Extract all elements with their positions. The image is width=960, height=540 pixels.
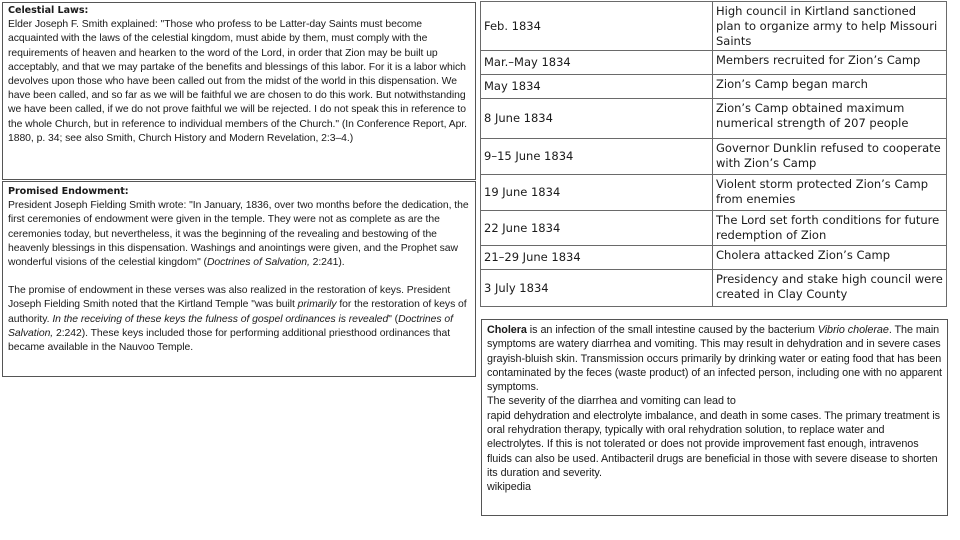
endowment-heading: Promised Endowment: <box>8 186 129 197</box>
timeline-date: 8 June 1834 <box>481 99 713 139</box>
endowment-p2-text-mid: for the restoration of keys of authority. <box>8 299 467 325</box>
timeline-date: 19 June 1834 <box>481 175 713 211</box>
timeline-date: May 1834 <box>481 75 713 99</box>
timeline-row <box>481 270 947 307</box>
cholera-term: Cholera <box>487 324 527 336</box>
timeline-row <box>481 2 947 51</box>
celestial-laws-heading: Celestial Laws: <box>8 5 89 16</box>
endowment-paragraph-1 <box>8 185 470 270</box>
timeline-event: Violent storm protected Zion’s Camp from enemies <box>713 175 947 211</box>
timeline-row <box>481 211 947 246</box>
timeline-date: 22 June 1834 <box>481 211 713 246</box>
cholera-severity: The severity of the diarrhea and vomiting can lead to <box>487 395 736 408</box>
timeline-event: Zion’s Camp obtained maximum numerical strength of 207 people <box>713 99 947 139</box>
timeline-row <box>481 246 947 270</box>
endowment-p2-quote: In the receiving of these keys the fulness of gospel ordinances is revealed <box>52 313 389 325</box>
celestial-laws-text <box>8 4 470 146</box>
timeline-row <box>481 99 947 139</box>
timeline-event: The Lord set forth conditions for future redemption of Zion <box>713 211 947 246</box>
timeline-date: Mar.–May 1834 <box>481 51 713 75</box>
endowment-p1-citation-ref: 2:241). <box>309 257 345 269</box>
timeline-row <box>481 51 947 75</box>
timeline-event: Zion’s Camp began march <box>713 75 947 99</box>
endowment-p1-text: President Joseph Fielding Smith wrote: "In January, 1836, over two months before the dedication, the first ceremonies of endowment were given in the temple. They were not as complete as are the ceremonies today, but nevertheless, it was the beginning of the revealing and bestowing of the heavenly blessings in this dispensation. Washings and anointings were given, and the Prophet saw wonderful visions of the celestial kingdom" ( <box>8 200 469 269</box>
endowment-p2-citation: Doctrines of Salvation, <box>8 313 453 339</box>
timeline-date: Feb. 1834 <box>481 2 713 51</box>
timeline-date: 21–29 June 1834 <box>481 246 713 270</box>
cholera-box <box>481 319 948 516</box>
endowment-p2-emphasis: primarily <box>297 299 337 311</box>
timeline-date: 3 July 1834 <box>481 270 713 307</box>
endowment-p2-quote-close: " ( <box>388 313 399 325</box>
zions-camp-timeline-table <box>480 1 947 307</box>
timeline-event: High council in Kirtland sanctioned plan to organize army to help Missouri Saints <box>713 2 947 51</box>
cholera-symptoms: . The main symptoms are watery diarrhea and vomiting. This may result in dehydration and in severe cases grayish-bluish skin. Transmission occurs primarily by drinking water or eating food that has been contaminated by the feces (waste product) of an infected person, including one with no apparent symptoms. <box>487 324 943 394</box>
timeline-event: Governor Dunklin refused to cooperate with Zion’s Camp <box>713 139 947 175</box>
cholera-bacterium: Vibrio cholerae <box>817 324 889 336</box>
endowment-p2-text: The promise of endowment in these verses was also realized in the restoration of keys. President Joseph Fielding Smith noted that the Kirtland Temple "was built <box>8 285 451 311</box>
celestial-laws-body: Elder Joseph F. Smith explained: "Those who profess to be Latter-day Saints must become acquainted with the laws of the celestial kingdom, must abide by them, must comply with the requirements of heaven and hearken to the word of the Lord, in order that Zion may be built up acceptably, and that we may partake of the benefits and blessings of this labor. For it is a labor which devolves upon those who have been called out from the midst of the world in this dispensation. We have been called, and so far as we will be faithful we are chosen to do this work. But notwithstanding we have been called, if we do not prove faithful we will be rejected. I do not speak this in reference to the whole Church, but in reference to individual members of the Church." (In Conference Report, Apr. 1880, p. 34; see also Smith, Church History and Modern Revelation, 2:3–4.) <box>8 19 468 144</box>
cholera-treatment: rapid dehydration and electrolyte imbalance, and death in some cases. The primary treatment is oral rehydration therapy, typically with oral rehydration solution, to replace water and electrolytes. If this is not tolerated or does not provide improvement fast enough, intravenos fluids can also be used. Antibacteril drugs are beneficial in those with severe disease to shorten its duration and severity. <box>487 409 941 479</box>
endowment-paragraph-2 <box>8 284 470 355</box>
celestial-laws-box <box>2 2 476 180</box>
timeline-row <box>481 139 947 175</box>
endowment-p1-citation: Doctrines of Salvation, <box>206 257 310 269</box>
endowment-p2-text-end: 2:242). These keys included those for performing additional priesthood ordinances that became available in the Nauvoo Temple. <box>8 327 451 354</box>
timeline-event: Cholera attacked Zion’s Camp <box>713 246 947 270</box>
timeline-row <box>481 75 947 99</box>
timeline-event: Presidency and stake high council were created in Clay County <box>713 270 947 307</box>
timeline-event: Members recruited for Zion’s Camp <box>713 51 947 75</box>
cholera-text <box>487 323 942 495</box>
promised-endowment-box <box>2 181 476 377</box>
timeline-date: 9–15 June 1834 <box>481 139 713 175</box>
timeline-row <box>481 175 947 211</box>
cholera-source: wikipedia <box>487 481 531 494</box>
cholera-definition: is an infection of the small intestine caused by the bacterium <box>526 324 818 336</box>
